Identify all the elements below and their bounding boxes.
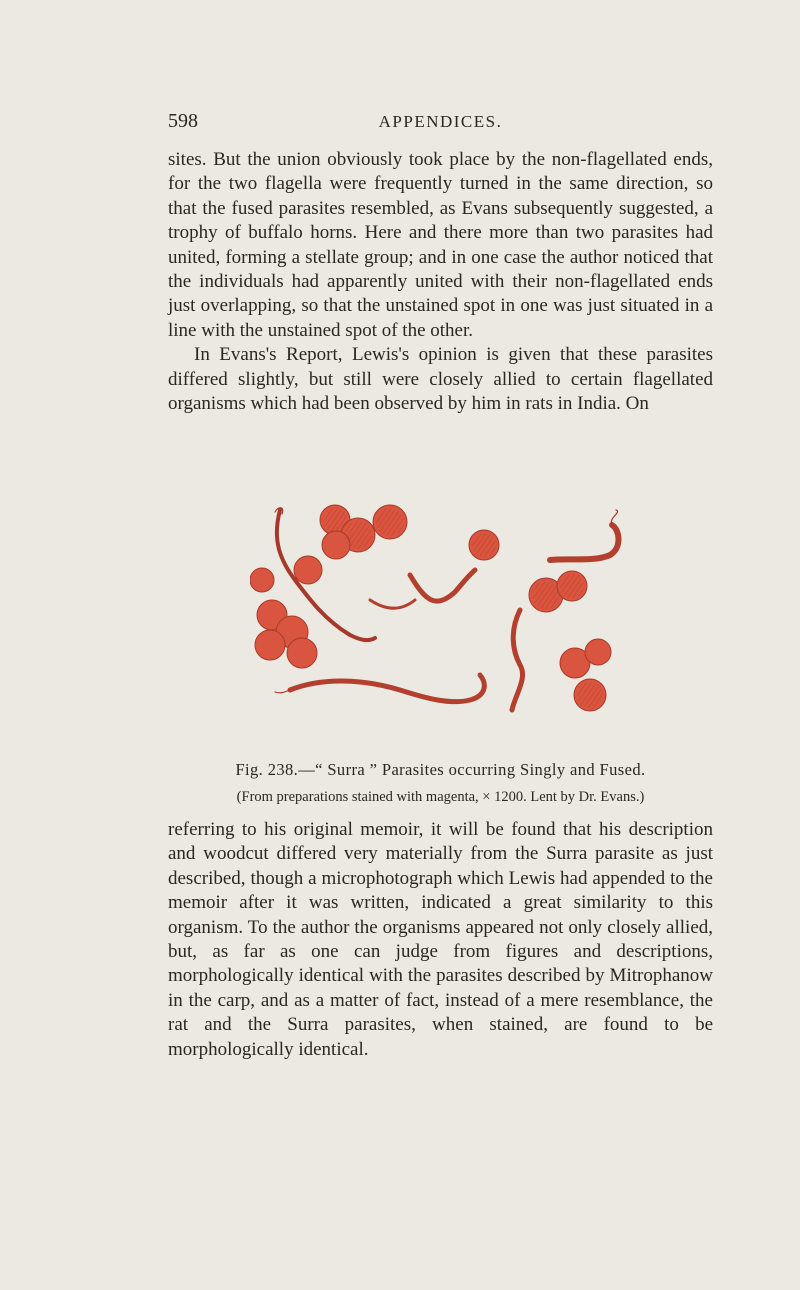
parasite-illustration — [250, 500, 640, 725]
surra-parasites-drawing — [250, 500, 640, 725]
paragraph: In Evans's Report, Lewis's opinion is given that these parasites differed slightly, but still were closely allied to certain flagellated organisms which had been observed by him in rats in India. On — [168, 344, 713, 415]
running-title: APPENDICES. — [378, 112, 503, 131]
figure-caption: Fig. 238.—“ Surra ” Parasites occurring Singly and Fused. — [235, 760, 646, 779]
page-number: 598 — [168, 110, 198, 132]
body-text-bottom — [168, 818, 713, 1062]
paragraph: referring to his original memoir, it will be found that his description and woodcut differed very materially from the Surra parasite as just described, though a microphotograph which Lewis had appended to the memoir after it was written, indicated a great similarity to this organism. To the author the organisms appeared not only closely allied, but, as far as one can judge from figures and descriptions, morphologically identical with the parasites described by Mitrophanow in the carp, and as a matter of fact, instead of a mere resemblance, the rat and the Surra parasites, when stained, are found to be morphologically identical. — [168, 819, 713, 1060]
body-text-top — [168, 148, 713, 416]
blood-corpuscles — [250, 505, 611, 711]
paragraph: sites. But the union obviously took place by the non-flagellated ends, for the two flagella were frequently turned in the same direction, so that the fused parasites resembled, as Evans subsequently suggested, a trophy of buffalo horns. Here and there more than two parasites had united, forming a stellate group; and in one case the author noticed that the individuals had apparently united with their non-flagellated ends just overlapping, so that the unstained spot in one was just situated in a line with the unstained spot of the other. — [168, 149, 713, 341]
figure-caption-note: (From preparations stained with magenta, × 1200. Lent by Dr. Evans.) — [236, 789, 645, 805]
running-head — [168, 110, 713, 136]
